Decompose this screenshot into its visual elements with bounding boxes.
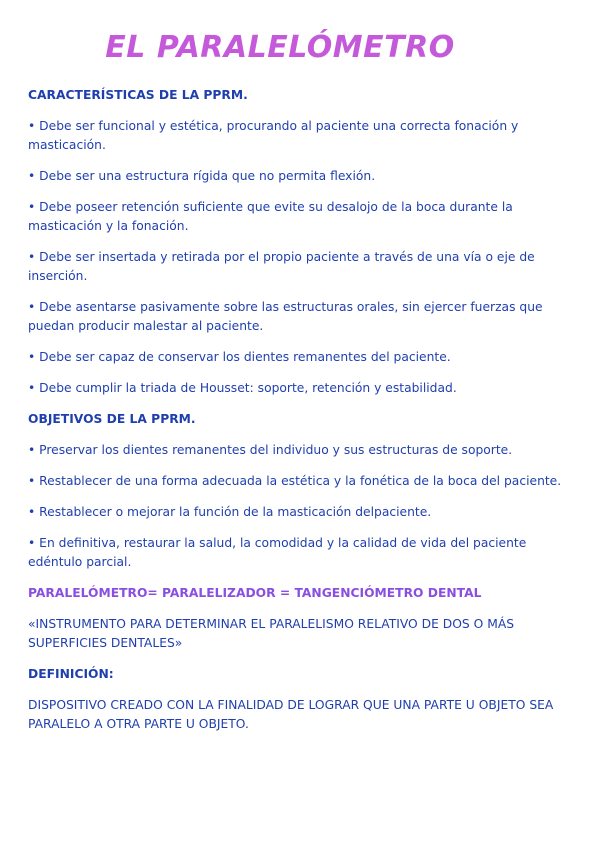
characteristic-item: • Debe ser funcional y estética, procurando al paciente una correcta fonación y masticación. xyxy=(28,117,578,155)
page-title: EL PARALELÓMETRO xyxy=(105,30,455,65)
characteristic-item: • Debe ser una estructura rígida que no permita flexión. xyxy=(28,167,578,186)
document-body xyxy=(28,86,578,746)
definition-text: DISPOSITIVO CREADO CON LA FINALIDAD DE LOGRAR QUE UNA PARTE U OBJETO SEA PARALELO A OTRA PARTE U OBJETO. xyxy=(28,698,554,731)
characteristic-item: • Debe poseer retención suficiente que evite su desalojo de la boca durante la masticación y la fonación. xyxy=(28,198,578,236)
characteristic-item: • Debe ser capaz de conservar los dientes remanentes del paciente. xyxy=(28,348,578,367)
characteristic-item: • Debe asentarse pasivamente sobre las estructuras orales, sin ejercer fuerzas que puedan producir malestar al paciente. xyxy=(28,298,578,336)
objectives-heading: OBJETIVOS DE LA PPRM. xyxy=(28,412,196,426)
characteristic-item: • Debe cumplir la triada de Housset: soporte, retención y estabilidad. xyxy=(28,379,578,398)
objective-item: • Restablecer o mejorar la función de la masticación delpaciente. xyxy=(28,503,578,522)
characteristics-heading: CARACTERÍSTICAS DE LA PPRM. xyxy=(28,88,248,102)
objective-item: • En definitiva, restaurar la salud, la comodidad y la calidad de vida del paciente edéntulo parcial. xyxy=(28,534,578,572)
objective-item: • Restablecer de una forma adecuada la estética y la fonética de la boca del paciente. xyxy=(28,472,578,491)
instrument-quote: «INSTRUMENTO PARA DETERMINAR EL PARALELISMO RELATIVO DE DOS O MÁS SUPERFICIES DENTALES» xyxy=(28,617,515,650)
definition-heading: DEFINICIÓN: xyxy=(28,667,114,681)
characteristic-item: • Debe ser insertada y retirada por el propio paciente a través de una vía o eje de inserción. xyxy=(28,248,578,286)
synonyms-line: PARALELÓMETRO= PARALELIZADOR = TANGENCIÓMETRO DENTAL xyxy=(28,586,482,600)
objective-item: • Preservar los dientes remanentes del individuo y sus estructuras de soporte. xyxy=(28,441,578,460)
